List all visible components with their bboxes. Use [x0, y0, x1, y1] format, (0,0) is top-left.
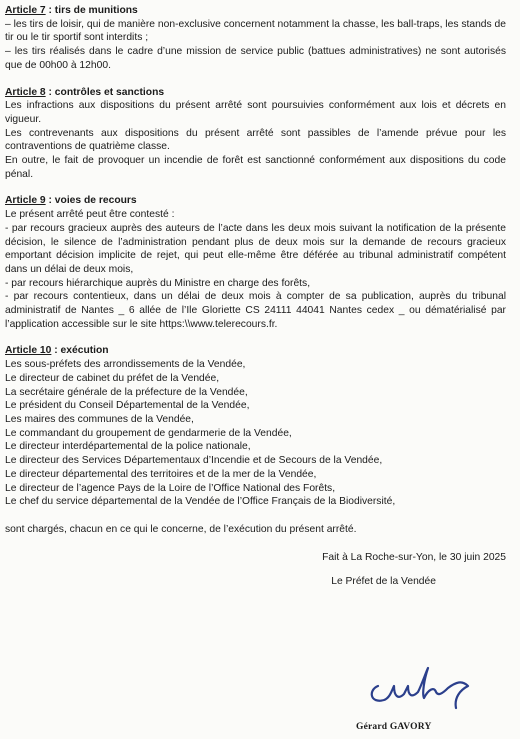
article-10-title: exécution [60, 345, 109, 357]
addressee-list [5, 358, 506, 509]
article-8-paragraph: Les infractions aux dispositions du présent arrêté sont poursuivies conformément aux lois et décrets en vigueur. [5, 100, 506, 125]
addressee-item: Les sous-préfets des arrondissements de la Vendée, [5, 359, 246, 371]
article-8-number: Article 8 [5, 86, 46, 98]
addressee-item: Le président du Conseil Départemental de la Vendée, [5, 400, 250, 412]
article-7 [5, 4, 506, 73]
article-8-paragraph: En outre, le fait de provoquer un incendie de forêt est sanctionné conformément aux dispositions du code pénal. [5, 155, 506, 180]
addressee-item: Le directeur départemental des territoires et de la mer de la Vendée, [5, 468, 317, 480]
addressee-item: Le directeur interdépartemental de la police nationale, [5, 441, 251, 453]
article-9-paragraph: - par recours gracieux auprès des auteurs de l’acte dans les deux mois suivant la notification de la présente décision, le silence de l’administration pendant plus de deux mois sur la demande de recours gracieux emportant décision implicite de rejet, qui peut elle-même être déférée au tribunal administratif compétent dans un délai de deux mois, [5, 222, 506, 275]
place-date: Fait à La Roche-sur-Yon, le 30 juin 2025 [322, 551, 506, 563]
article-8-title: contrôles et sanctions [54, 86, 165, 98]
article-7-paragraph: – les tirs de loisir, qui de manière non-exclusive concernent notamment la chasse, les ball-traps, les stands de tir ou le tir sportif sont interdits ; [5, 18, 506, 44]
article-9 [5, 194, 506, 331]
article-10-heading: Article 10 : exécution [5, 345, 109, 357]
signatory-title: Le Préfet de la Vendée [331, 576, 436, 588]
addressee-item: Le directeur de l’agence Pays de la Loire de l’Office National des Forêts, [5, 482, 336, 494]
article-9-heading: Article 9 : voies de recours [5, 195, 137, 207]
article-7-title: tirs de munitions [54, 5, 138, 16]
addressee-item: La secrétaire générale de la préfecture de la Vendée, [5, 386, 248, 398]
article-9-title: voies de recours [54, 195, 137, 207]
article-9-paragraph: Le présent arrêté peut être contesté : [5, 209, 175, 221]
article-7-paragraph: – les tirs réalisés dans le cadre d’une mission de service public (battues administratives) ne sont autorisés que de 00h00 à 12h00. [5, 46, 506, 71]
article-9-paragraph: - par recours hiérarchique auprès du Ministre en charge des forêts, [5, 277, 311, 289]
article-8-heading: Article 8 : contrôles et sanctions [5, 86, 165, 98]
article-7-heading: Article 7 : tirs de munitions [5, 5, 138, 16]
article-9-number: Article 9 [5, 195, 46, 207]
addressee-item: Les maires des communes de la Vendée, [5, 413, 194, 425]
article-8 [5, 86, 506, 182]
closing-statement: sont chargés, chacun en ce qui le concerne, de l’exécution du présent arrêté. [5, 523, 357, 535]
addressee-item: Le commandant du groupement de gendarmerie de la Vendée, [5, 427, 292, 439]
addressee-item: Le chef du service départemental de la Vendée de l’Office Français de la Biodiversité, [5, 496, 396, 508]
article-10 [5, 344, 506, 536]
article-8-paragraph: Les contrevenants aux dispositions du présent arrêté sont passibles de l’amende prévue pour les contraventions de quatrième classe. [5, 127, 506, 153]
article-10-number: Article 10 [5, 345, 52, 357]
article-9-paragraph: - par recours contentieux, dans un délai de deux mois à compter de sa publication, auprès du tribunal administratif de Nantes _ 6 allée de l’Ile Gloriette CS 24111 44041 Nantes cedex _ ou dématérialisé par l’application accessible sur le site https:\\www.telerecours.fr. [5, 291, 506, 330]
article-7-number: Article 7 [5, 5, 46, 16]
addressee-item: Le directeur de cabinet du préfet de la Vendée, [5, 372, 220, 384]
addressee-item: Le directeur des Services Départementaux d’Incendie et de Secours de la Vendée, [5, 455, 383, 467]
handwritten-signature [364, 664, 484, 710]
signatory-name: Gérard GAVORY [356, 722, 432, 732]
